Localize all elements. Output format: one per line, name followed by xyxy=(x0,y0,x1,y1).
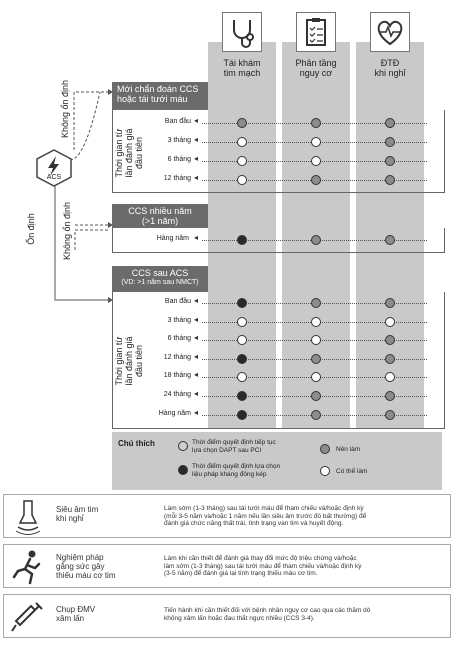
row-label: 24 tháng xyxy=(163,391,191,398)
status-dot xyxy=(237,298,247,308)
legend-should: Nên làm xyxy=(336,446,361,453)
status-dot xyxy=(385,118,395,128)
status-dot xyxy=(311,137,321,147)
status-dot xyxy=(311,118,321,128)
status-dot xyxy=(311,410,321,420)
panel-post-title: CCS sau ACS xyxy=(131,268,189,278)
row-label: Hàng năm xyxy=(156,235,189,242)
panel-post-vlabel: Thời gian từ lần đánh giá đầu tiên xyxy=(114,336,144,386)
panel-post-subtitle: (VD: >1 năm sau NMCT) xyxy=(121,279,199,286)
row-arrow: ◂ xyxy=(194,135,199,144)
status-dot xyxy=(385,317,395,327)
status-dot xyxy=(311,298,321,308)
status-dot xyxy=(311,317,321,327)
status-dot xyxy=(385,391,395,401)
stethoscope-icon xyxy=(222,12,262,52)
running-person-icon xyxy=(8,547,48,587)
status-dot xyxy=(311,175,321,185)
row-arrow: ◂ xyxy=(194,173,199,182)
row-arrow: ◂ xyxy=(194,389,199,398)
row-arrow: ◂ xyxy=(194,407,199,417)
row-label: Ban đầu xyxy=(164,298,191,305)
stress-test-label: Nghiệm pháp gắng sức gây thiếu máu cơ tim xyxy=(56,553,116,580)
status-dot xyxy=(237,118,247,128)
row-label: 6 tháng xyxy=(167,156,191,163)
status-dot xyxy=(311,354,321,364)
angiography-text: Tiến hành khi cần thiết đối với bệnh nhân nguy cơ cao qua các thăm dò không xâm lấn hoặc đau thắt ngực nhiều (CCS 3-4). xyxy=(164,607,371,622)
column-header-ecg: ĐTĐ khi nghỉ xyxy=(374,58,406,78)
status-dot xyxy=(311,156,321,166)
row-label: 3 tháng xyxy=(167,316,191,324)
status-dot xyxy=(385,298,395,308)
row-arrow: ◂ xyxy=(194,296,199,305)
row-label: 12 tháng xyxy=(163,353,191,361)
status-dot xyxy=(237,175,247,185)
syringe-icon xyxy=(8,597,48,637)
row-arrow: ◂ xyxy=(194,351,199,361)
status-dot xyxy=(385,354,395,364)
row-label: 18 tháng xyxy=(163,372,191,380)
echo-row xyxy=(3,494,451,538)
unstable-label-mid: Không ổn định xyxy=(62,201,72,261)
status-dot xyxy=(237,156,247,166)
panel-new-vlabel: Thời gian từ lần đánh giá đầu tiên xyxy=(114,128,144,178)
angiography-label: Chụp ĐMV xâm lấn xyxy=(56,605,96,623)
unstable-label-top: Không ổn định xyxy=(60,79,70,139)
ecg-heart-icon xyxy=(370,12,410,52)
status-dot xyxy=(385,410,395,420)
clipboard-icon xyxy=(296,12,336,52)
row-arrow: ◂ xyxy=(194,116,199,125)
legend-title: Chú thích xyxy=(118,439,155,448)
flow-arrows xyxy=(0,0,120,440)
row-arrow: ◂ xyxy=(194,333,199,343)
row-arrow: ◂ xyxy=(194,233,199,242)
row-label: Hàng năm xyxy=(158,409,191,417)
legend-dot-should xyxy=(320,444,330,454)
status-dot xyxy=(311,391,321,401)
legend xyxy=(112,432,442,490)
legend-dot-may xyxy=(320,466,330,476)
status-dot xyxy=(237,137,247,147)
legend-dapt: Thời điểm quyết định tiếp tục lựa chọn DAPT sau PCI xyxy=(192,439,276,454)
status-dot xyxy=(311,235,321,245)
angiography-row xyxy=(3,594,451,638)
row-arrow: ◂ xyxy=(194,370,199,380)
stress-test-text: Làm khi cần thiết để đánh giá thay đổi mức độ triệu chứng và/hoặc làm sớm (1-3 tháng) sau tái tưới máu để tham chiếu và/hoặc định kỳ (3-5 năm) để đánh giá lại tình trạng thiếu máu cơ tim. xyxy=(164,555,362,577)
echo-text: Làm sớm (1-3 tháng) sau tái tưới máu để tham chiếu và/hoặc định kỳ (mỗi 3-5 năm và/hoặc 1 năm nếu lần siêu âm trước đó bất thường) để đánh giá chức năng thất trái, tình trạng van tim và huyết động. xyxy=(164,505,367,527)
status-dot xyxy=(237,317,247,327)
status-dot xyxy=(237,410,247,420)
acs-hexagon xyxy=(34,148,74,188)
legend-may: Có thể làm xyxy=(336,468,368,475)
panel-old-header: CCS nhiều năm (>1 năm) xyxy=(112,204,208,228)
status-dot xyxy=(385,137,395,147)
row-label: 3 tháng xyxy=(167,137,191,144)
row-label: Ban đầu xyxy=(164,118,191,125)
status-dot xyxy=(237,391,247,401)
echo-label: Siêu âm tim khi nghỉ xyxy=(56,505,99,523)
status-dot xyxy=(385,156,395,166)
column-header-risk: Phân tầng nguy cơ xyxy=(295,58,337,78)
status-dot xyxy=(385,175,395,185)
row-label: 6 tháng xyxy=(167,335,191,343)
acs-label: ACS xyxy=(46,174,62,181)
legend-dot-dapt xyxy=(178,465,188,475)
panel-post-header xyxy=(112,266,208,292)
legend-dot-anticoag-mix xyxy=(178,441,188,451)
stress-test-row xyxy=(3,544,451,588)
ultrasound-probe-icon xyxy=(8,497,48,537)
panel-new-header: Mới chẩn đoán CCS hoặc tái tưới máu xyxy=(112,82,208,110)
status-dot xyxy=(385,235,395,245)
legend-anticoag: Thời điểm quyết định lựa chọn liệu pháp kháng đông kép xyxy=(192,463,281,478)
row-arrow: ◂ xyxy=(194,154,199,163)
column-header-followup: Tái khám tim mạch xyxy=(223,58,261,78)
status-dot xyxy=(237,354,247,364)
row-label: 12 tháng xyxy=(163,175,191,182)
row-arrow: ◂ xyxy=(194,314,199,324)
stable-label: Ổn định xyxy=(26,213,36,245)
status-dot xyxy=(237,235,247,245)
